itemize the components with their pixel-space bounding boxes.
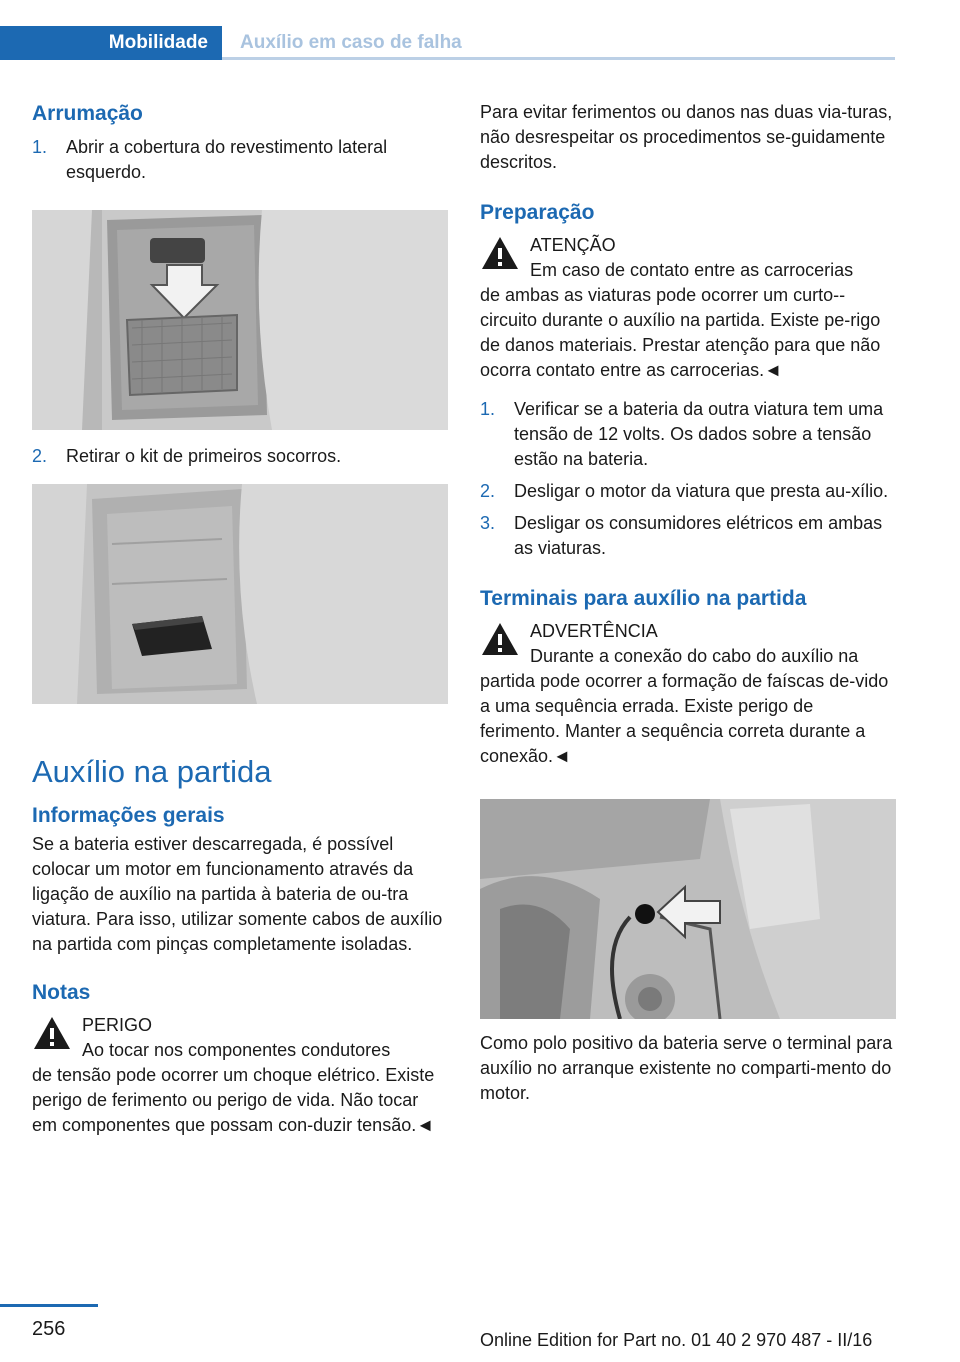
- notas-heading: Notas: [32, 981, 91, 1004]
- step-text: Desligar o motor da viatura que presta au‐xílio.: [514, 481, 889, 501]
- atencao-warning: [480, 233, 896, 383]
- atencao-text: de ambas as viaturas pode ocorrer um curto‐-circuito durante o auxílio na partida. Existe pe‐rigo de danos materiais. Prestar atenção para que não ocorra contato entre as carrocerias.◄: [480, 285, 881, 380]
- informacoes-gerais-heading: Informações gerais: [32, 804, 225, 827]
- prep-step-2: [480, 479, 896, 504]
- photo-side-panel-cover: [32, 210, 448, 430]
- step-2: [32, 444, 448, 469]
- right-column: [480, 100, 896, 1106]
- advertencia-first-line: Durante a conexão do cabo do auxílio na: [530, 646, 859, 666]
- prep-step-3: [480, 511, 896, 561]
- edition-footer: Online Edition for Part no. 01 40 2 970 487 - II/16: [480, 1330, 873, 1350]
- auxilio-partida-heading: Auxílio na partida: [32, 754, 272, 789]
- advertencia-label: ADVERTÊNCIA: [530, 621, 658, 641]
- left-column: [32, 100, 448, 1138]
- photo-jump-start-terminal: [480, 799, 896, 1019]
- tab-mobilidade[interactable]: Mobilidade: [0, 26, 222, 60]
- step-1: [32, 135, 448, 185]
- info-paragraph: Se a bateria estiver descarregada, é possível colocar um motor em funcionamento através da ligação de auxílio na partida à bateria de ou‐tra viatura. Para isso, utilizar somente cabos de auxílio na partida com pinças completamente isoladas.: [32, 834, 443, 954]
- terminal-caption: Como polo positivo da bateria serve o terminal para auxílio no arranque existente no comparti‐mento do motor.: [480, 1033, 893, 1103]
- step-text: Retirar o kit de primeiros socorros.: [66, 446, 342, 466]
- page-number-rule: [0, 1304, 98, 1307]
- advertencia-text: partida pode ocorrer a formação de faíscas de‐vido a uma sequência errada. Existe perigo de ferimento. Manter a sequência correta durante a conexão.◄: [480, 671, 889, 766]
- header-divider: [222, 57, 895, 60]
- step-text: Abrir a cobertura do revestimento lateral esquerdo.: [66, 137, 388, 182]
- warning-triangle-icon: [480, 235, 520, 271]
- step-text: Verificar se a bateria da outra viatura tem uma tensão de 12 volts. Os dados sobre a tensão estão na bateria.: [514, 399, 884, 469]
- advertencia-warning: [480, 619, 896, 769]
- perigo-warning: [32, 1013, 448, 1138]
- preparacao-heading: Preparação: [480, 201, 595, 224]
- photo-first-aid-kit: [32, 484, 448, 704]
- tab-auxilio-falha[interactable]: Auxílio em caso de falha: [240, 32, 462, 53]
- step-text: Desligar os consumidores elétricos em ambas as viaturas.: [514, 513, 883, 558]
- step-number: 1.: [32, 137, 48, 157]
- preparation-steps: [480, 397, 896, 561]
- page-number: 256: [32, 1318, 66, 1340]
- perigo-first-line: Ao tocar nos componentes condutores: [82, 1040, 391, 1060]
- intro-paragraph: Para evitar ferimentos ou danos nas duas via‐turas, não desrespeitar os procedimentos se‐guidamente descritos.: [480, 102, 893, 172]
- step-number: 1.: [480, 399, 496, 419]
- header-bar: [0, 26, 895, 62]
- prep-step-1: [480, 397, 896, 472]
- arrumacao-heading: Arrumação: [32, 102, 143, 125]
- perigo-label: PERIGO: [82, 1015, 153, 1035]
- terminais-heading: Terminais para auxílio na partida: [480, 587, 807, 610]
- warning-triangle-icon: [32, 1015, 72, 1051]
- step-number: 2.: [480, 481, 496, 501]
- step-number: 3.: [480, 513, 496, 533]
- atencao-label: ATENÇÃO: [530, 235, 616, 255]
- atencao-first-line: Em caso de contato entre as carrocerias: [530, 260, 854, 280]
- step-number: 2.: [32, 446, 48, 466]
- perigo-text: de tensão pode ocorrer um choque elétrico. Existe perigo de ferimento ou perigo de vida. Não tocar em componentes que possam con‐duzir tensão.◄: [32, 1065, 435, 1135]
- warning-triangle-icon: [480, 621, 520, 657]
